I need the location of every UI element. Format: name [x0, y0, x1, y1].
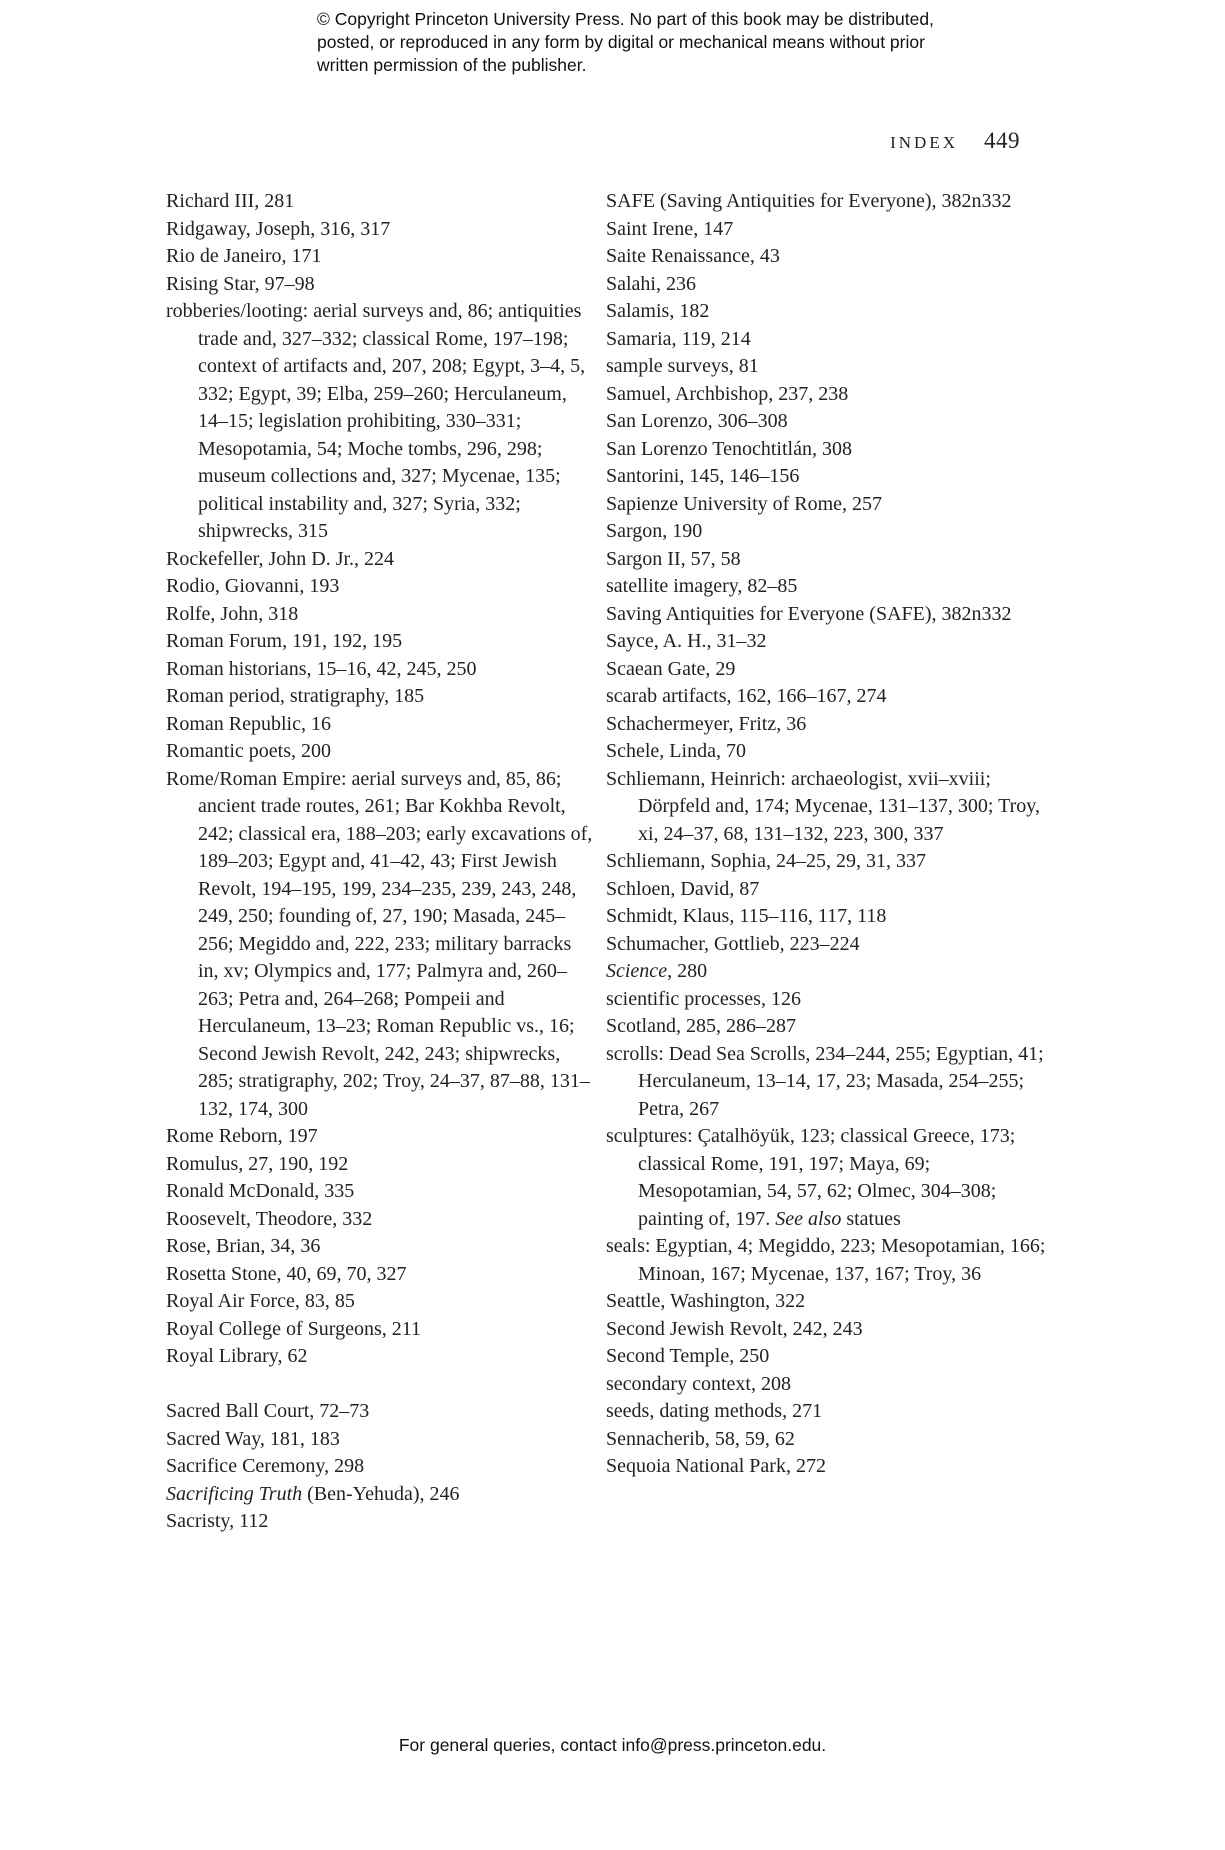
- index-entry: Ronald McDonald, 335: [166, 1180, 355, 1202]
- index-entry: Roman Forum, 191, 192, 195: [166, 630, 403, 652]
- page-number: 449: [984, 128, 1020, 153]
- index-entry: Royal Library, 62: [166, 1345, 308, 1367]
- index-entry: Salahi, 236: [606, 272, 696, 295]
- index-entry: Second Temple, 250: [606, 1345, 770, 1367]
- index-entry: satellite imagery, 82–85: [606, 575, 798, 597]
- index-entry: sample surveys, 81: [606, 355, 759, 377]
- index-entry: scarab artifacts, 162, 166–167, 274: [606, 685, 887, 707]
- index-entry: seeds, dating methods, 271: [606, 1400, 823, 1422]
- index-entry: Sacred Way, 181, 183: [166, 1427, 340, 1450]
- index-entry: Samuel, Archbishop, 237, 238: [606, 382, 849, 405]
- index-entry: Schele, Linda, 70: [606, 740, 746, 762]
- index-entry: robberies/looting: aerial surveys and, 86; antiquities trade and, 327–332; classical Rome, 197–198; context of artifacts and, 207, 208; Egypt, 3–4, 5, 332; Egypt, 39; Elba, 259–260; Herculaneum, 14–15; legislation prohibiting, 330–331; Mesopotamia, 54; Moche tombs, 296, 298; museum collections and, 327; Mycenae, 135; political instability and, 327; Syria, 332; shipwrecks, 315: [166, 300, 586, 542]
- index-entry: [606, 958, 1046, 986]
- index-entry-title: Science: [606, 960, 668, 982]
- index-entry: scrolls: Dead Sea Scrolls, 234–244, 255; Egyptian, 41; Herculaneum, 13–14, 17, 23; Masada, 254–255; Petra, 267: [606, 1042, 1044, 1120]
- index-entry: Sacristy, 112: [166, 1510, 269, 1532]
- index-entry: Romulus, 27, 190, 192: [166, 1152, 349, 1175]
- index-entry: Royal College of Surgeons, 211: [166, 1317, 421, 1340]
- index-entry: Roman historians, 15–16, 42, 245, 250: [166, 657, 477, 680]
- index-entry: Schliemann, Heinrich: archaeologist, xvii–xviii; Dörpfeld and, 174; Mycenae, 131–137, 300; Troy, xi, 24–37, 68, 131–132, 223, 300, 337: [606, 767, 1040, 845]
- index-entry: Rodio, Giovanni, 193: [166, 575, 340, 597]
- index-entry: Rising Star, 97–98: [166, 272, 315, 295]
- index-column-right: [606, 188, 1046, 1481]
- index-entry: San Lorenzo, 306–308: [606, 410, 788, 432]
- index-entry: Schumacher, Gottlieb, 223–224: [606, 932, 860, 955]
- index-entry: Salamis, 182: [606, 300, 710, 322]
- index-entry-see-also: See also: [770, 1207, 842, 1230]
- index-entry: Saving Antiquities for Everyone (SAFE), 382n332: [606, 602, 1012, 625]
- index-entry: Samaria, 119, 214: [606, 327, 751, 350]
- index-entry: Rolfe, John, 318: [166, 602, 299, 625]
- index-entry: Sacred Ball Court, 72–73: [166, 1400, 370, 1422]
- index-entry: [606, 1123, 1046, 1233]
- index-entry: Rose, Brian, 34, 36: [166, 1235, 321, 1257]
- index-entry: Romantic poets, 200: [166, 740, 331, 762]
- running-head: [890, 128, 1020, 154]
- index-entry: Rio de Janeiro, 171: [166, 245, 322, 267]
- index-entry: Schachermeyer, Fritz, 36: [606, 712, 807, 735]
- index-entry: Roman period, stratigraphy, 185: [166, 685, 425, 707]
- index-entry-rest: statues: [841, 1207, 901, 1230]
- index-entry: Schliemann, Sophia, 24–25, 29, 31, 337: [606, 850, 926, 872]
- index-entry: Roman Republic, 16: [166, 712, 331, 735]
- index-entry: Saint Irene, 147: [606, 217, 734, 240]
- index-entry: Sapienze University of Rome, 257: [606, 492, 883, 515]
- running-head-label: INDEX: [890, 133, 958, 152]
- index-entry: Richard III, 281: [166, 190, 295, 212]
- index-entry: Sargon II, 57, 58: [606, 547, 741, 570]
- index-entry: secondary context, 208: [606, 1372, 791, 1395]
- index-column-left: [166, 188, 596, 1536]
- copyright-notice: © Copyright Princeton University Press. No part of this book may be distributed, posted, or reproduced in any form by digital or mechanical means without prior written permission of the publisher.: [317, 9, 934, 75]
- index-entry: scientific processes, 126: [606, 987, 801, 1010]
- index-entry: Sacrifice Ceremony, 298: [166, 1455, 365, 1477]
- index-entry: Seattle, Washington, 322: [606, 1290, 806, 1312]
- index-entry: Rome/Roman Empire: aerial surveys and, 85, 86; ancient trade routes, 261; Bar Kokhba Revolt, 242; classical era, 188–203; early excavations of, 189–203; Egypt and, 41–42, 43; First Jewish Revolt, 194–195, 199, 234–235, 239, 243, 248, 249, 250; founding of, 27, 190; Masada, 245–256; Megiddo and, 222, 233; military barracks in, xv; Olympics and, 177; Palmyra and, 260–263; Petra and, 264–268; Pompeii and Herculaneum, 13–23; Roman Republic vs., 16; Second Jewish Revolt, 242, 243; shipwrecks, 285; stratigraphy, 202; Troy, 24–37, 87–88, 131–132, 174, 300: [166, 767, 593, 1120]
- index-entry: Sequoia National Park, 272: [606, 1455, 826, 1477]
- index-entry: SAFE (Saving Antiquities for Everyone), 382n332: [606, 190, 1012, 212]
- index-entry: Second Jewish Revolt, 242, 243: [606, 1317, 863, 1340]
- index-entry: Rome Reborn, 197: [166, 1125, 318, 1147]
- index-entry: Scaean Gate, 29: [606, 657, 736, 680]
- index-entry: Schloen, David, 87: [606, 877, 760, 900]
- index-entry: seals: Egyptian, 4; Megiddo, 223; Mesopotamian, 166; Minoan, 167; Mycenae, 137, 167; Troy, 36: [606, 1235, 1046, 1285]
- index-entry: Scotland, 285, 286–287: [606, 1015, 796, 1037]
- index-entry: Rockefeller, John D. Jr., 224: [166, 547, 395, 570]
- footer-contact: For general queries, contact info@press.princeton.edu.: [398, 1735, 827, 1755]
- index-entry-rest: , 280: [667, 960, 708, 982]
- index-entry: San Lorenzo Tenochtitlán, 308: [606, 437, 852, 460]
- index-entry: Sayce, A. H., 31–32: [606, 630, 767, 652]
- index-entry: Roosevelt, Theodore, 332: [166, 1207, 373, 1230]
- index-entry: Ridgaway, Joseph, 316, 317: [166, 217, 391, 240]
- index-entry: Sargon, 190: [606, 520, 703, 542]
- index-entry-title: Sacrificing Truth: [166, 1482, 303, 1505]
- index-entry: Saite Renaissance, 43: [606, 245, 780, 267]
- index-entry: Schmidt, Klaus, 115–116, 117, 118: [606, 905, 887, 927]
- index-entry-rest: (Ben-Yehuda), 246: [302, 1482, 460, 1505]
- index-entry-main: sculptures: Çatalhöyük, 123; classical Greece, 173; classical Rome, 191, 197; Maya, 69; Mesopotamian, 54, 57, 62; Olmec, 304–308; painting of, 197.: [606, 1125, 1016, 1230]
- index-entry: Santorini, 145, 146–156: [606, 465, 800, 487]
- index-entry: Sennacherib, 58, 59, 62: [606, 1427, 795, 1450]
- index-entry: [166, 1481, 596, 1509]
- index-entry: Royal Air Force, 83, 85: [166, 1290, 355, 1312]
- index-entry: Rosetta Stone, 40, 69, 70, 327: [166, 1262, 407, 1285]
